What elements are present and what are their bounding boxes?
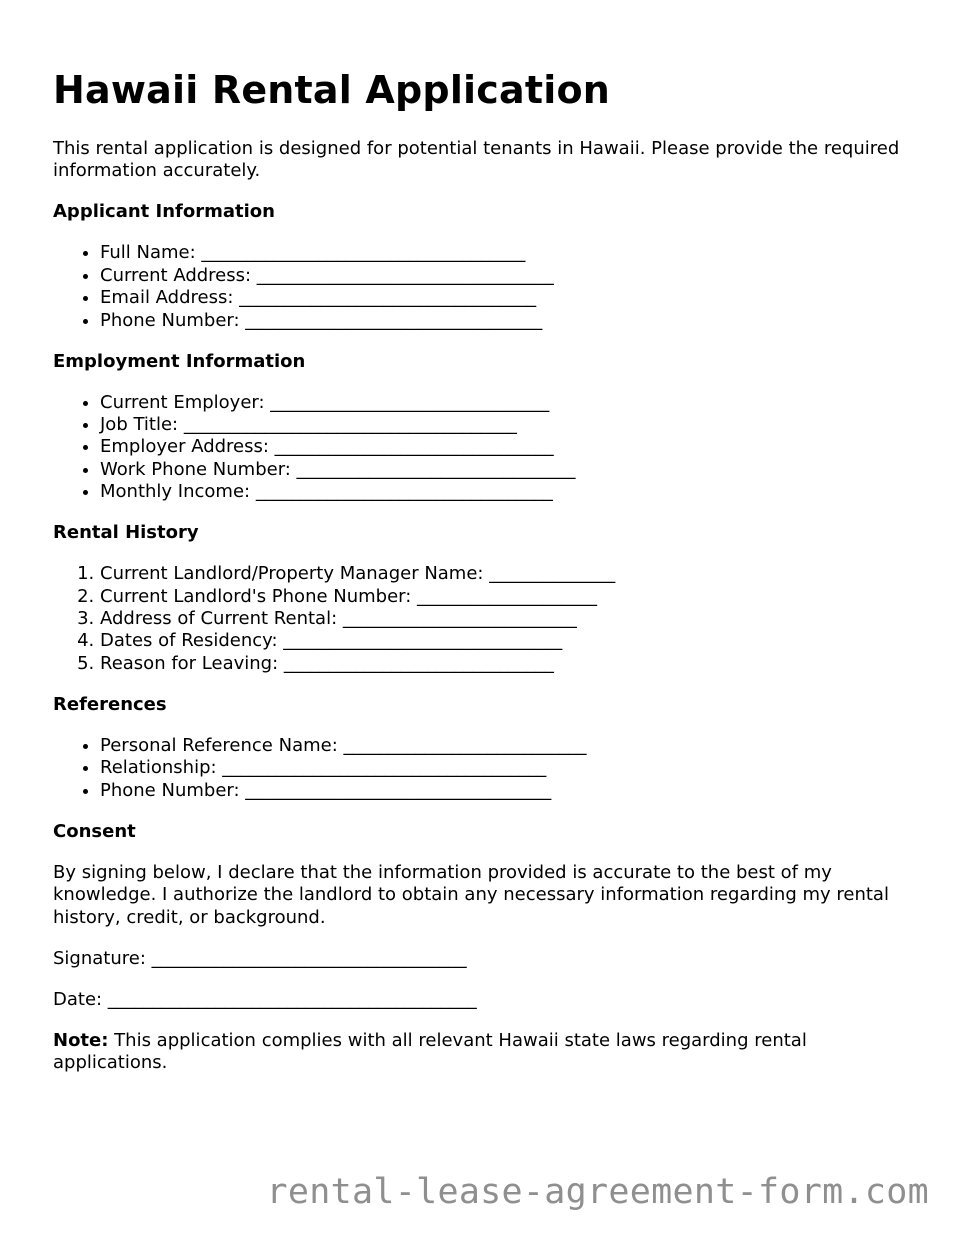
employment-list [53, 392, 913, 504]
reference-name-field: • Personal Reference Name: ___________________________ [100, 735, 913, 757]
signature-line: Signature: ___________________________________ [53, 947, 467, 969]
applicant-phone-field: • Phone Number: _________________________________ [100, 310, 913, 332]
note-paragraph [53, 1030, 913, 1075]
rental-history-list [53, 563, 913, 675]
employment-work-phone-field: • Work Phone Number: _______________________________ [100, 459, 913, 481]
applicant-list [53, 242, 913, 332]
document-page [53, 0, 913, 1074]
reference-phone-field: • Phone Number: __________________________________ [100, 780, 913, 802]
applicant-email-field: • Email Address: _________________________________ [100, 287, 913, 309]
rental-current-address-field: 3. Address of Current Rental: __________________________ [100, 608, 913, 630]
intro-paragraph: This rental application is designed for potential tenants in Hawaii. Please provide the required information accurately. [53, 138, 900, 182]
consent-paragraph: By signing below, I declare that the information provided is accurate to the best of my knowledge. I authorize the landlord to obtain any necessary information regarding my rental history, credit, or background. [53, 861, 889, 928]
page-title: Hawaii Rental Application [53, 68, 611, 112]
section-heading-consent: Consent [53, 820, 136, 842]
section-heading-rental-history: Rental History [53, 522, 199, 544]
employment-job-title-field: • Job Title: _____________________________________ [100, 414, 913, 436]
rental-reason-field: 5. Reason for Leaving: ______________________________ [100, 653, 913, 675]
rental-dates-field: 4. Dates of Residency: _______________________________ [100, 630, 913, 652]
rental-landlord-phone-field: 2. Current Landlord's Phone Number: ____________________ [100, 586, 913, 608]
employment-employer-address-field: • Employer Address: _______________________________ [100, 436, 913, 458]
section-heading-employment: Employment Information [53, 350, 306, 372]
note-label: Note: [53, 1029, 109, 1051]
applicant-current-address-field: • Current Address: _________________________________ [100, 265, 913, 287]
rental-landlord-name-field: 1. Current Landlord/Property Manager Name: ______________ [100, 563, 913, 585]
watermark-text: rental-lease-agreement-form.com [266, 1172, 929, 1212]
reference-relationship-field: • Relationship: ____________________________________ [100, 757, 913, 779]
date-line: Date: _________________________________________ [53, 988, 477, 1010]
section-heading-references: References [53, 693, 167, 715]
note-text: This application complies with all relevant Hawaii state laws regarding rental applications. [53, 1029, 807, 1073]
references-list [53, 735, 913, 802]
section-heading-applicant: Applicant Information [53, 201, 275, 223]
employment-current-employer-field: • Current Employer: _______________________________ [100, 392, 913, 414]
applicant-full-name-field: • Full Name: ____________________________________ [100, 242, 913, 264]
employment-monthly-income-field: • Monthly Income: _________________________________ [100, 481, 913, 503]
